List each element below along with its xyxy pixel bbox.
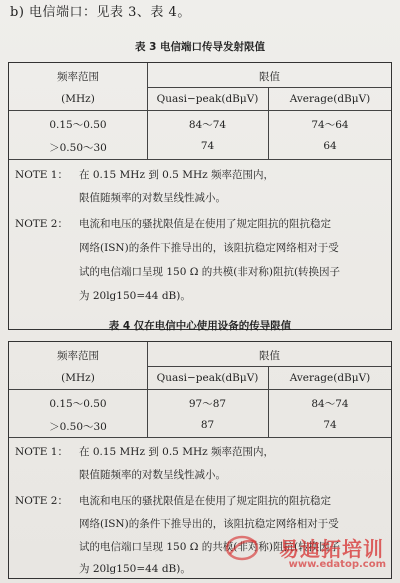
table4-note1-line: 限值随频率的对数呈线性减小。 xyxy=(79,469,226,481)
table4-note1-label: NOTE 1： xyxy=(15,446,68,458)
table4-avg-header: Average(dBμV) xyxy=(289,372,371,384)
table4-qp-header: Quasi−peak(dBμV) xyxy=(156,372,259,384)
table3-qp-header: Quasi−peak(dBμV) xyxy=(156,93,259,105)
table4-note2-line: 电流和电压的骚扰限值是在使用了规定阻抗的阻抗稳定 xyxy=(79,495,331,507)
table3-note2-label: NOTE 2： xyxy=(15,218,68,230)
watermark-name: 易迪拓培训 xyxy=(279,537,384,561)
watermark-url: www.edatop.com xyxy=(288,559,386,570)
table4-freq-unit: (MHz) xyxy=(61,372,95,384)
table3-note1-line: 在 0.15 MHz 到 0.5 MHz 频率范围内， xyxy=(79,169,274,181)
table4-limit-header: 限值 xyxy=(259,350,280,362)
table3-row2-qp: 74 xyxy=(200,140,215,152)
watermark-logo-icon xyxy=(224,533,260,563)
table3-row2-avg: 64 xyxy=(323,140,337,152)
table3 xyxy=(8,62,392,330)
table3-row1-avg: 74～64 xyxy=(311,119,349,131)
table4-row1-avg: 84～74 xyxy=(311,398,349,410)
table4-divider xyxy=(9,389,391,390)
table3-note2-line: 电流和电压的骚扰限值是在使用了规定阻抗的阻抗稳定 xyxy=(79,218,331,230)
table4-row2-qp: 87 xyxy=(200,419,215,431)
table4-row1-qp: 97～87 xyxy=(188,398,227,410)
table3-divider xyxy=(9,159,391,160)
table4-note2-line: 为 20lg150=44 dB)。 xyxy=(79,563,191,575)
table3-limit-header: 限值 xyxy=(259,71,280,83)
table4-divider xyxy=(9,437,391,438)
table4-note2-line: 网络(ISN)的条件下推导出的，该阻抗稳定网络相对于受 xyxy=(79,518,339,530)
table3-row1-freq: 0.15～0.50 xyxy=(49,119,107,131)
table3-note2-line: 试的电信端口呈现 150 Ω 的共模(非对称)阻抗(转换因子 xyxy=(79,266,341,278)
table3-divider xyxy=(147,87,391,88)
table4-divider xyxy=(147,366,391,367)
table3-freq-header: 频率范围 xyxy=(57,71,99,83)
table3-caption: 表 3 电信端口传导发射限值 xyxy=(134,41,266,53)
table3-note1-label: NOTE 1： xyxy=(15,169,68,181)
table3-divider xyxy=(9,110,391,111)
table4-caption: 表 4 仅在电信中心使用设备的传导限值 xyxy=(108,320,292,332)
table3-row1-qp: 84～74 xyxy=(188,119,227,131)
table3-freq-unit: (MHz) xyxy=(61,93,95,105)
table4-note2-label: NOTE 2： xyxy=(15,495,68,507)
intro-line: b) 电信端口：见表 3、表 4。 xyxy=(10,5,191,20)
table4-row2-avg: 74 xyxy=(323,419,337,431)
table3-note1-line: 限值随频率的对数呈线性减小。 xyxy=(79,192,226,204)
table3-avg-header: Average(dBμV) xyxy=(289,93,371,105)
watermark xyxy=(224,533,394,577)
table4-freq-header: 频率范围 xyxy=(57,350,99,362)
table4-note1-line: 在 0.15 MHz 到 0.5 MHz 频率范围内， xyxy=(79,446,274,458)
table4-row1-freq: 0.15～0.50 xyxy=(49,398,107,410)
table3-row2-freq: ＞0.50～30 xyxy=(49,142,107,154)
table4-row2-freq: ＞0.50～30 xyxy=(49,421,107,433)
table3-note2-line: 为 20lg150=44 dB)。 xyxy=(79,290,191,302)
table3-note2-line: 网络(ISN)的条件下推导出的，该阻抗稳定网络相对于受 xyxy=(79,242,339,254)
table4-note2-line: 试的电信端口呈现 150 Ω 的共模(非对称)阻抗(转换因子 xyxy=(79,541,341,553)
